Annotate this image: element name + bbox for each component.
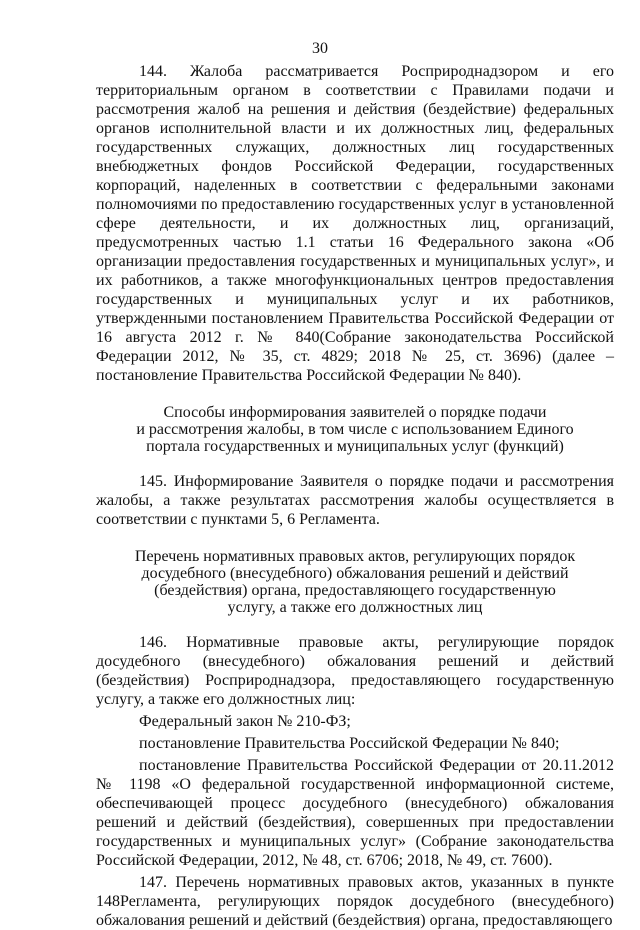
paragraph-146: 146. Нормативные правовые акты, регулирующие порядок досудебного (внесудебного) обжалования решений и действий (бездействия) Росприроднадзора, предоставляющего государственную услугу, а также его должностных лиц: [96, 634, 614, 708]
heading-line: Перечень нормативных правовых актов, регулирующих порядок [134, 548, 576, 565]
heading-line: Способы информирования заявителей о порядке подачи [163, 404, 547, 421]
heading-line: досудебного (внесудебного) обжалования решений и действий [141, 565, 569, 582]
section-heading-legal-acts [96, 548, 614, 616]
law-item-1198: постановление Правительства Российской Федерации от 20.11.2012 № 1198 «О федеральной государственной информационной системе, обеспечивающей процесс досудебного (внесудебного) обжалования решений и действий (бездействия), совершенных при предоставлении государственных и муниципальных услуг» (Собрание законодательства Российской Федерации, 2012, № 48, ст. 6706; 2018, № 49, ст. 7600). [96, 757, 614, 869]
paragraph-144: 144. Жалоба рассматривается Росприроднадзором и его территориальным органом в соответствии с Правилами подачи и рассмотрения жалоб на решения и действия (бездействие) федеральных органов исполнительной власти и их должностных лиц, федеральных государственных служащих, должностных лиц государственных внебюджетных фондов Российской Федерации, государственных корпораций, наделенных в соответствии с федеральными законами полномочиями по предоставлению государственных услуг в установленной сфере деятельности, и их должностных лиц, организаций, предусмотренных частью 1.1 статьи 16 Федерального закона «Об организации предоставления государственных и муниципальных услуг», и их работников, а также многофункциональных центров предоставления государственных и муниципальных услуг и их работников, утвержденными постановлением Правительства Российской Федерации от 16 августа 2012 г. № 840(Собрание законодательства Российской Федерации 2012, № 35, ст. 4829; 2018 № 25, ст. 3696) (далее – постановление Правительства Российской Федерации № 840). [96, 63, 614, 384]
paragraph-147: 147. Перечень нормативных правовых актов, указанных в пункте 148Регламента, регулирующих порядок досудебного (внесудебного) обжалования решений и действий (бездействия) органа, предоставляющего [96, 874, 614, 929]
law-item-840: постановление Правительства Российской Федерации № 840; [139, 735, 560, 752]
paragraph-145: 145. Информирование Заявителя о порядке подачи и рассмотрения жалобы, а также результатах рассмотрения жалобы осуществляется в соответствии с пунктами 5, 6 Регламента. [96, 473, 614, 528]
law-item-210-fz: Федеральный закон № 210-ФЗ; [139, 713, 351, 730]
heading-line: портала государственных и муниципальных услуг (функций) [146, 438, 564, 455]
heading-line: (бездействия) органа, предоставляющего государственную [154, 582, 556, 599]
page-number: 30 [312, 40, 328, 57]
heading-line: услугу, а также его должностных лиц [227, 599, 483, 616]
section-heading-complaint-info [96, 404, 614, 455]
document-body [96, 62, 614, 930]
heading-line: и рассмотрения жалобы, в том числе с использованием Единого [136, 421, 574, 438]
